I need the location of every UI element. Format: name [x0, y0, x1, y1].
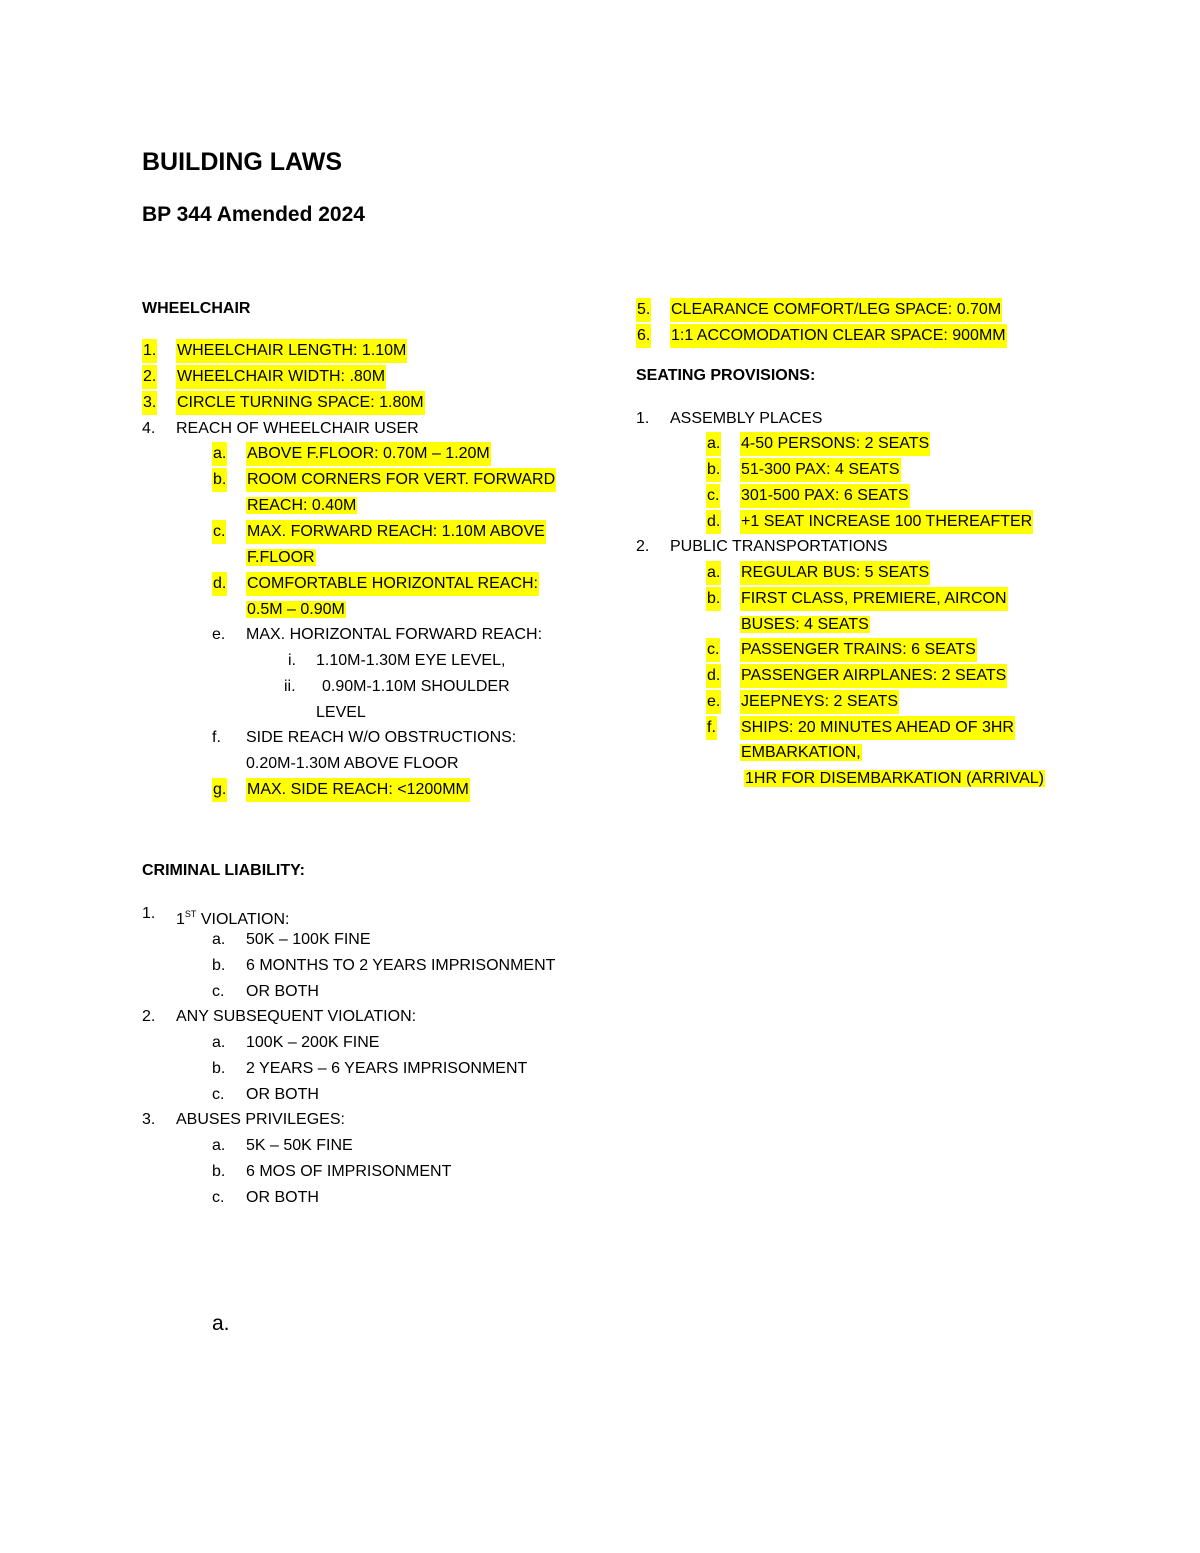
list-text: 0.5M – 0.90M — [247, 601, 345, 618]
list-text: FIRST CLASS, PREMIERE, AIRCON — [740, 587, 1008, 611]
list-text: SHIPS: 20 MINUTES AHEAD OF 3HR — [740, 716, 1015, 740]
list-text-continuation — [246, 494, 357, 518]
list-text: F.FLOOR — [247, 549, 315, 566]
list-marker: a. — [212, 442, 227, 466]
list-marker: 1. — [636, 410, 650, 427]
list-text: +1 SEAT INCREASE 100 THEREAFTER — [740, 510, 1033, 534]
list-text: CIRCLE TURNING SPACE: 1.80M — [176, 391, 425, 415]
list-marker: 2. — [636, 538, 650, 555]
list-marker: c. — [212, 1189, 225, 1206]
list-marker: 3. — [142, 391, 157, 415]
list-marker: b. — [212, 957, 226, 974]
list-text: 100K – 200K FINE — [246, 1034, 380, 1051]
list-marker: a. — [212, 931, 226, 948]
list-text: 1HR FOR DISEMBARKATION (ARRIVAL) — [745, 770, 1044, 787]
list-text: OR BOTH — [246, 1189, 319, 1206]
list-marker: c. — [212, 520, 226, 544]
list-marker: ii. — [284, 678, 296, 695]
list-text-rest: VIOLATION: — [196, 911, 290, 928]
list-text: ABUSES PRIVILEGES: — [176, 1111, 345, 1128]
empty-list-marker: a. — [212, 1312, 230, 1335]
list-marker: 5. — [636, 298, 651, 322]
list-text: 0.90M-1.10M SHOULDER — [322, 678, 510, 695]
list-marker: b. — [212, 1163, 226, 1180]
list-marker: b. — [212, 468, 227, 492]
list-text: OR BOTH — [246, 1086, 319, 1103]
list-text: 1:1 ACCOMODATION CLEAR SPACE: 900MM — [670, 324, 1007, 348]
list-marker: e. — [212, 626, 226, 643]
wheelchair-heading: WHEELCHAIR — [142, 300, 251, 317]
list-text: SIDE REACH W/O OBSTRUCTIONS: — [246, 729, 517, 746]
list-marker: 2. — [142, 365, 157, 389]
list-marker: a. — [706, 561, 721, 585]
list-text: OR BOTH — [246, 983, 319, 1000]
list-text: 6 MOS OF IMPRISONMENT — [246, 1163, 452, 1180]
list-text-continuation — [246, 546, 316, 570]
list-text: ANY SUBSEQUENT VIOLATION: — [176, 1008, 417, 1025]
list-text: EMBARKATION, — [741, 744, 861, 761]
list-marker: 6. — [636, 324, 651, 348]
list-text: PASSENGER AIRPLANES: 2 SEATS — [740, 664, 1007, 688]
list-marker: b. — [706, 458, 721, 482]
list-marker: a. — [706, 432, 721, 456]
list-marker: g. — [212, 778, 227, 802]
list-text: 50K – 100K FINE — [246, 931, 371, 948]
ordinal-suffix: ST — [184, 909, 197, 919]
list-marker: c. — [212, 983, 225, 1000]
list-text: WHEELCHAIR WIDTH: .80M — [176, 365, 386, 389]
list-marker: i. — [288, 652, 296, 669]
list-text: BUSES: 4 SEATS — [741, 616, 869, 633]
list-text: ROOM CORNERS FOR VERT. FORWARD — [246, 468, 556, 492]
list-text-continuation — [744, 767, 1045, 791]
list-text-continuation — [740, 741, 862, 765]
list-marker: a. — [212, 1034, 226, 1051]
list-marker: 1. — [142, 905, 156, 922]
list-text: PASSENGER TRAINS: 6 SEATS — [740, 638, 977, 662]
list-marker: 2. — [142, 1008, 156, 1025]
list-marker: 1. — [142, 339, 157, 363]
list-text: MAX. HORIZONTAL FORWARD REACH: — [246, 626, 543, 643]
list-text: ABOVE F.FLOOR: 0.70M – 1.20M — [246, 442, 491, 466]
list-text: REACH: 0.40M — [247, 497, 357, 514]
page-subtitle: BP 344 Amended 2024 — [142, 203, 365, 226]
seating-heading: SEATING PROVISIONS: — [636, 367, 816, 384]
list-marker: f. — [212, 729, 221, 746]
list-text: COMFORTABLE HORIZONTAL REACH: — [246, 572, 539, 596]
ordinal-number: 1 — [176, 911, 185, 928]
list-text-continuation: LEVEL — [316, 704, 366, 721]
list-text: ASSEMBLY PLACES — [670, 410, 823, 427]
list-text: MAX. FORWARD REACH: 1.10M ABOVE — [246, 520, 546, 544]
list-text: 6 MONTHS TO 2 YEARS IMPRISONMENT — [246, 957, 556, 974]
list-marker: d. — [706, 510, 721, 534]
list-text: MAX. SIDE REACH: <1200MM — [246, 778, 470, 802]
list-text: 2 YEARS – 6 YEARS IMPRISONMENT — [246, 1060, 528, 1077]
list-text: CLEARANCE COMFORT/LEG SPACE: 0.70M — [670, 298, 1002, 322]
list-text: WHEELCHAIR LENGTH: 1.10M — [176, 339, 407, 363]
list-text: 301-500 PAX: 6 SEATS — [740, 484, 910, 508]
list-marker: a. — [212, 1137, 226, 1154]
list-marker: b. — [212, 1060, 226, 1077]
list-marker: c. — [212, 1086, 225, 1103]
list-marker: b. — [706, 587, 721, 611]
list-marker: c. — [706, 638, 720, 662]
list-text: 1.10M-1.30M EYE LEVEL, — [316, 652, 506, 669]
list-text: REGULAR BUS: 5 SEATS — [740, 561, 930, 585]
list-marker: f. — [706, 716, 717, 740]
page-title: BUILDING LAWS — [142, 148, 342, 176]
list-text: JEEPNEYS: 2 SEATS — [740, 690, 899, 714]
list-text-continuation — [246, 598, 346, 622]
list-marker: c. — [706, 484, 720, 508]
list-marker: d. — [212, 572, 227, 596]
list-marker: 4. — [142, 420, 156, 437]
list-marker: e. — [706, 690, 721, 714]
list-text: 4-50 PERSONS: 2 SEATS — [740, 432, 930, 456]
list-text: 5K – 50K FINE — [246, 1137, 353, 1154]
list-marker: d. — [706, 664, 721, 688]
list-marker: 3. — [142, 1111, 156, 1128]
list-text: REACH OF WHEELCHAIR USER — [176, 420, 419, 437]
list-text: 51-300 PAX: 4 SEATS — [740, 458, 901, 482]
criminal-heading: CRIMINAL LIABILITY: — [142, 862, 305, 879]
list-text: PUBLIC TRANSPORTATIONS — [670, 538, 888, 555]
list-text-continuation: 0.20M-1.30M ABOVE FLOOR — [246, 755, 459, 772]
list-text-continuation — [740, 613, 870, 637]
